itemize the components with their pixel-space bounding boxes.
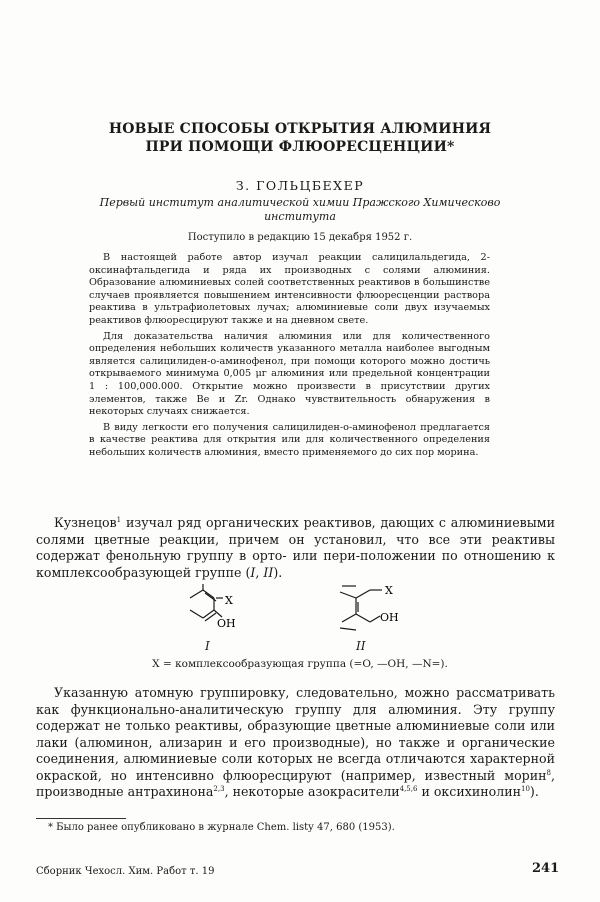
structure-caption: X = комплексообразующая группа (=O, —OH, —N=). — [152, 658, 448, 670]
text-span: изучал ряд органических реактивов, дающих с алюминиевыми солями цветные реакции, причем он установил, что все эти реактивы содержат фенольную группу в орто- или пери-положении по отношению к комплексообразующей группе ( — [36, 515, 555, 580]
abstract-paragraph: Для доказательства наличия алюминия или для количественного определения небольших количеств указанного металла наиболее выгодным является салицилиден-о-аминофенол, при помощи которого можно достичь открываемого минимума 0,005 μг алюминия или предельной концентрации 1 : 100,000.000. Открытие можно произвести в присутствии других элементов, также Be и Zr. Однако чувствительность обнаружения в некоторых случаях снижается. — [89, 330, 490, 418]
abstract — [89, 252, 490, 463]
group-x-label: X — [385, 584, 393, 597]
reference-mark: 2,3 — [213, 784, 225, 793]
structure-i — [190, 584, 223, 621]
article-title: НОВЫЕ СПОСОБЫ ОТКРЫТИЯ АЛЮМИНИЯ ПРИ ПОМОЩИ ФЛЮОРЕСЦЕНЦИИ* — [108, 121, 492, 155]
abstract-paragraph: В настоящей работе автор изучал реакции салицилальдегида, 2-оксинафтальдегида и ряда их производных с солями алюминия. Образование алюминиевых солей соответственных реактивов в большинстве случаев проявляется повышением интенсивности флюоресценции раствора реактива в ультрафиолетовых лучах; алюминиевые соли двух изучаемых реактивов флюоресцируют также и на дневном свете. — [89, 252, 490, 326]
reference-mark: 8 — [546, 768, 551, 777]
text-span: , некоторые азокрасители — [224, 784, 400, 799]
reference-mark: 4,5,6 — [399, 784, 418, 793]
text-span: и оксихинолин — [417, 784, 521, 799]
author-affiliation: Первый институт аналитической химии Пражского Химическово института — [99, 196, 501, 223]
body-paragraph-2 — [36, 685, 555, 801]
text-span: Указанную атомную группировку, следовательно, можно рассматривать как функционально-аналитическую группу для алюминия. Эту группу содержат не только реактивы, образующие цветные алюминиевые соли или лаки (алюминон, ализарин и его производные), но также и органические соединения, алюминиевые соли которых не всегда отличаются характерной окраской, но интенсивно флюоресцируют (например, известный морин — [36, 685, 555, 783]
body-paragraph-1 — [36, 515, 555, 581]
reference-mark: 10 — [521, 784, 530, 793]
text-span: Кузнецов — [54, 515, 117, 530]
abstract-paragraph: В виду легкости его получения салицилиден-о-аминофенол предлагается в качестве реактива для открытия или для количественного определения небольших количеств алюминия, вместо применяемого до сих пор морина. — [89, 421, 490, 458]
hydroxyl-label: OH — [380, 611, 399, 624]
hydroxyl-label: OH — [217, 617, 236, 630]
text-span: ). — [529, 784, 539, 799]
structure-ref: II — [263, 564, 274, 580]
structure-ref: I — [250, 564, 256, 580]
received-date: Поступило в редакцию 15 декабря 1952 г. — [187, 232, 413, 243]
structure-label-i: I — [205, 639, 210, 653]
group-x-label: X — [225, 594, 233, 607]
footnote-divider — [36, 818, 126, 819]
structure-ii — [340, 586, 382, 630]
chemical-structures — [170, 582, 440, 652]
text-span: , — [255, 564, 264, 580]
journal-name: Сборник Чехосл. Хим. Работ т. 19 — [36, 866, 215, 877]
author-name: З. ГОЛЬЦБЕХЕР — [235, 178, 365, 193]
footnote: * Было ранее опубликовано в журнале Chem. listy 47, 680 (1953). — [48, 822, 395, 833]
text-span: ). — [273, 564, 283, 580]
page-number: 241 — [532, 861, 560, 876]
structure-label-ii: II — [356, 639, 366, 653]
reference-mark: 1 — [116, 515, 122, 524]
text-span: , производные антрахинона — [36, 767, 555, 799]
